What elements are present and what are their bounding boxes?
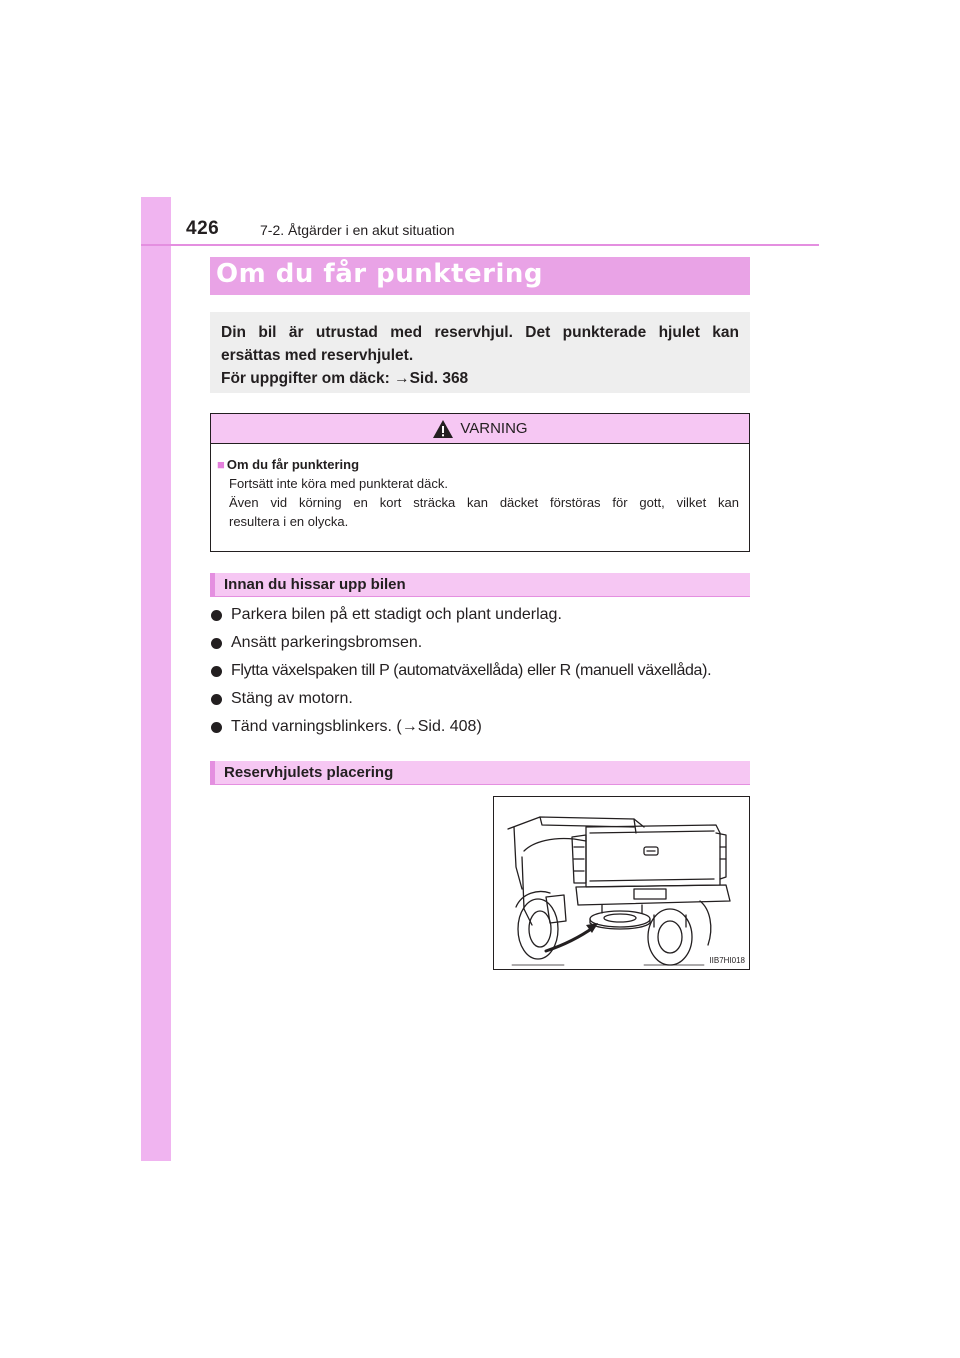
warning-header xyxy=(211,414,749,444)
arrow-icon: → xyxy=(394,370,410,387)
warning-item-title xyxy=(217,457,739,472)
spare-wheel-figure xyxy=(493,796,750,970)
warning-box xyxy=(210,413,750,552)
bullet-dot-icon xyxy=(211,694,222,705)
intro-ref-prefix: För uppgifter om däck: xyxy=(221,370,395,387)
list-item xyxy=(211,629,751,657)
warning-line-1: Fortsätt inte köra med punkterat däck. xyxy=(229,476,448,491)
page-title: Om du får punktering xyxy=(216,259,543,289)
pickup-truck-rear-illustration xyxy=(494,797,749,969)
warning-line-3: resultera i en olycka. xyxy=(229,514,349,529)
list-item-text: Parkera bilen på ett stadigt och plant underlag. xyxy=(231,606,562,623)
chapter-sidebar-strip xyxy=(141,197,171,1161)
page-title-bar xyxy=(210,257,750,295)
warning-item-title-text: Om du får punktering xyxy=(226,457,360,472)
warning-label: VARNING xyxy=(460,420,528,437)
section-heading-jack-up xyxy=(210,573,750,597)
list-item-text: Flytta växelspaken till P (automatväxellåda) eller R (manuell växellåda). xyxy=(231,662,712,679)
bullet-list xyxy=(211,601,751,741)
list-item-text: Tänd varningsblinkers. (→Sid. 408) xyxy=(231,718,482,735)
intro-line-2: ersättas med reservhjulet. xyxy=(221,347,414,364)
list-item xyxy=(211,685,751,713)
section-accent xyxy=(210,573,215,596)
list-item-text: Stäng av motorn. xyxy=(231,690,353,707)
bullet-dot-icon xyxy=(211,610,222,621)
section-accent xyxy=(210,761,215,784)
intro-box xyxy=(210,312,750,393)
list-item xyxy=(211,601,751,629)
bullet-dot-icon xyxy=(211,666,222,677)
square-bullet-icon: ■ xyxy=(217,457,225,472)
list-item xyxy=(211,713,751,741)
bullet-dot-icon xyxy=(211,638,222,649)
warning-body xyxy=(211,444,749,531)
bullet-dot-icon xyxy=(211,722,222,733)
chapter-title: 7-2. Åtgärder i en akut situation xyxy=(260,222,455,238)
figure-code: IIB7HI018 xyxy=(709,956,745,965)
warning-triangle-icon xyxy=(432,419,454,439)
page-number: 426 xyxy=(186,218,220,239)
intro-line-1: Din bil är utrustad med reservhjul. Det punkterade hjulet kan xyxy=(221,324,739,341)
warning-line-2: Även vid körning en kort sträcka kan däcket förstöras för gott, vilket kan xyxy=(229,495,739,510)
section-heading-text: Innan du hissar upp bilen xyxy=(224,576,406,593)
list-item-text: Ansätt parkeringsbromsen. xyxy=(231,634,423,651)
intro-line-3 xyxy=(221,367,739,390)
section-heading-text: Reservhjulets placering xyxy=(224,764,394,781)
header-rule xyxy=(141,244,819,246)
intro-ref-link[interactable]: Sid. 368 xyxy=(409,370,469,387)
section-heading-spare-location xyxy=(210,761,750,785)
list-item xyxy=(211,657,751,685)
